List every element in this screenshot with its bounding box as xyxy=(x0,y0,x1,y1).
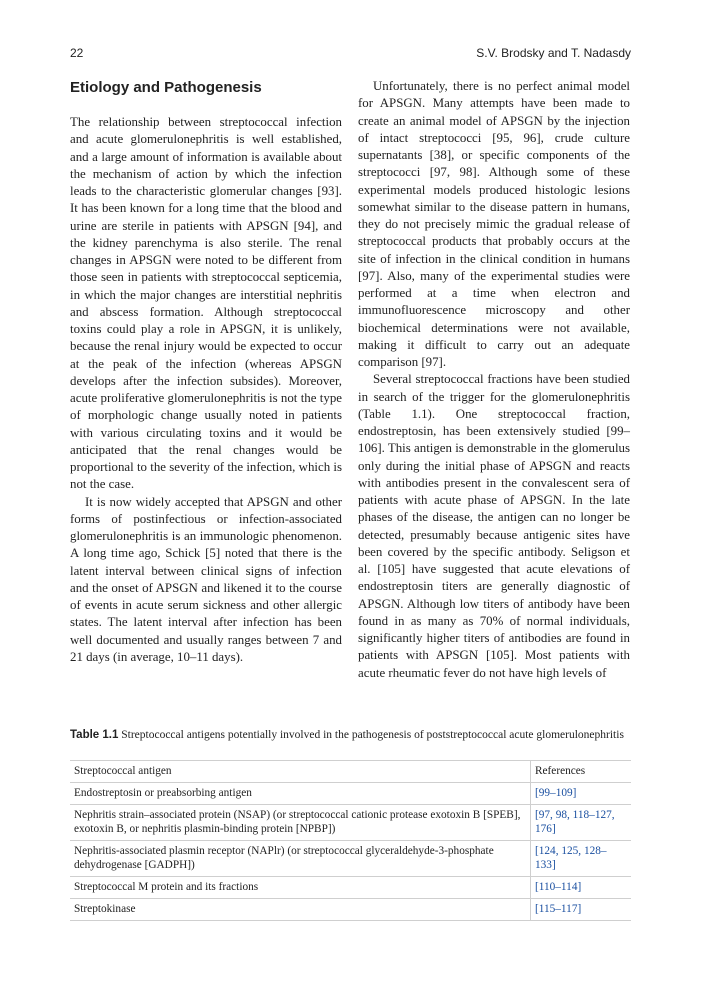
table-header-row xyxy=(70,761,631,783)
running-header-authors: S.V. Brodsky and T. Nadasdy xyxy=(476,46,631,60)
antigen-cell: Nephritis strain–associated protein (NSAP) (or streptococcal cationic protease exotoxin B [SPEB], exotoxin B, or nephritis plasmin-binding protein [NPBP]) xyxy=(70,805,531,841)
right-column xyxy=(358,78,630,682)
paragraph: Several streptococcal fractions have been studied in search of the trigger for the glomerulonephritis (Table 1.1). One streptococcal fraction, endostreptosin, has been extensively studied [99–106]. This antigen is demonstrable in the glomerulus only during the initial phase of APSGN and reacts with antibodies present in the convalescent sera of patients with acute phase of APSGN. In the late phases of the disease, the antigen can no longer be detected, presumably because antigenic sites have been covered by the specific antibody. Seligson et al. [105] have suggested that acute elevations of endostreptosin titers are generally diagnostic of APSGN. Although low titers of antibody have been found in as many as 70% of normal individuals, significantly higher titers of antibodies are found in patients with APSGN [105]. Most patients with acute rheumatic fever do not have high levels of xyxy=(358,372,630,680)
references-link[interactable]: [124, 125, 128–133] xyxy=(531,841,632,877)
antigen-cell: Streptococcal M protein and its fractions xyxy=(70,877,531,899)
section-heading: Etiology and Pathogenesis xyxy=(70,79,262,96)
references-link[interactable]: [97, 98, 118–127, 176] xyxy=(531,805,632,841)
references-link[interactable]: [110–114] xyxy=(531,877,632,899)
paragraph: It is now widely accepted that APSGN and other forms of postinfectious or infection-associated glomerulonephritis is an immunologic phenomenon. A long time ago, Schick [5] noted that there is the latent interval between clinical signs of infection and the onset of APSGN and likened it to the course of events in acute serum sickness and other allergic states. The latent interval after infection has been well documented and usually ranges between 7 and 21 days (in average, 10–11 days). xyxy=(70,494,342,664)
paragraph: The relationship between streptococcal infection and acute glomerulonephritis is well established, and a large amount of information is available about the mechanism of action by which the infection leads to the characteristic glomerular changes [93]. It has been known for a long time that the blood and urine are sterile in patients with APSGN [94], and the kidney parenchyma is also sterile. The renal changes in APSGN were noted to be different from those seen in patients with streptococcal septicemia, in which the major changes are interstitial nephritis and abscess formation. Although streptococcal toxins could play a role in APSGN, it is unlikely, because the renal injury would be expected to occur at the peak of the infection (whereas APSGN develops after the infection subsides). Moreover, acute proliferative glomerulonephritis is not the type of morphologic change usually noted in patients with various circulating toxins and it would be anticipated that the renal changes would be proportional to the severity of the infection, which is not the case. xyxy=(70,115,342,492)
antigen-cell: Endostreptosin or preabsorbing antigen xyxy=(70,783,531,805)
table-row xyxy=(70,805,631,841)
table-caption-text: Streptococcal antigens potentially involved in the pathogenesis of poststreptococcal acute glomerulonephritis xyxy=(121,729,624,741)
antigen-table xyxy=(70,760,631,921)
header-references: References xyxy=(531,761,632,783)
table-row xyxy=(70,841,631,877)
antigen-cell: Streptokinase xyxy=(70,899,531,921)
table-row xyxy=(70,783,631,805)
left-column xyxy=(70,78,342,666)
paragraph: Unfortunately, there is no perfect animal model for APSGN. Many attempts have been made to create an animal model of APSGN by the injection of intact streptococci [95, 96], crude culture supernatants [38], or specific components of the streptococci [97, 98]. Although some of these experimental models produced histologic lesions somewhat similar to the disease pattern in humans, they do not precisely mimic the gradual release of streptococcal products that probably occurs at the site of infection in the clinical condition in humans [97]. Also, many of the experimental studies were performed at a time when electron and immunofluorescence microscopy and other biochemical determinations were not available, making it difficult to carry out an adequate comparison [97]. xyxy=(358,79,630,369)
header-antigen: Streptococcal antigen xyxy=(70,761,531,783)
table-caption xyxy=(70,728,630,742)
table-label: Table 1.1 xyxy=(70,729,119,741)
table-row xyxy=(70,899,631,921)
page-number: 22 xyxy=(70,46,84,60)
references-link[interactable]: [115–117] xyxy=(531,899,632,921)
table-row xyxy=(70,877,631,899)
antigen-cell: Nephritis-associated plasmin receptor (NAPlr) (or streptococcal glyceraldehyde-3-phosphate dehydrogenase [GADPH]) xyxy=(70,841,531,877)
references-link[interactable]: [99–109] xyxy=(531,783,632,805)
